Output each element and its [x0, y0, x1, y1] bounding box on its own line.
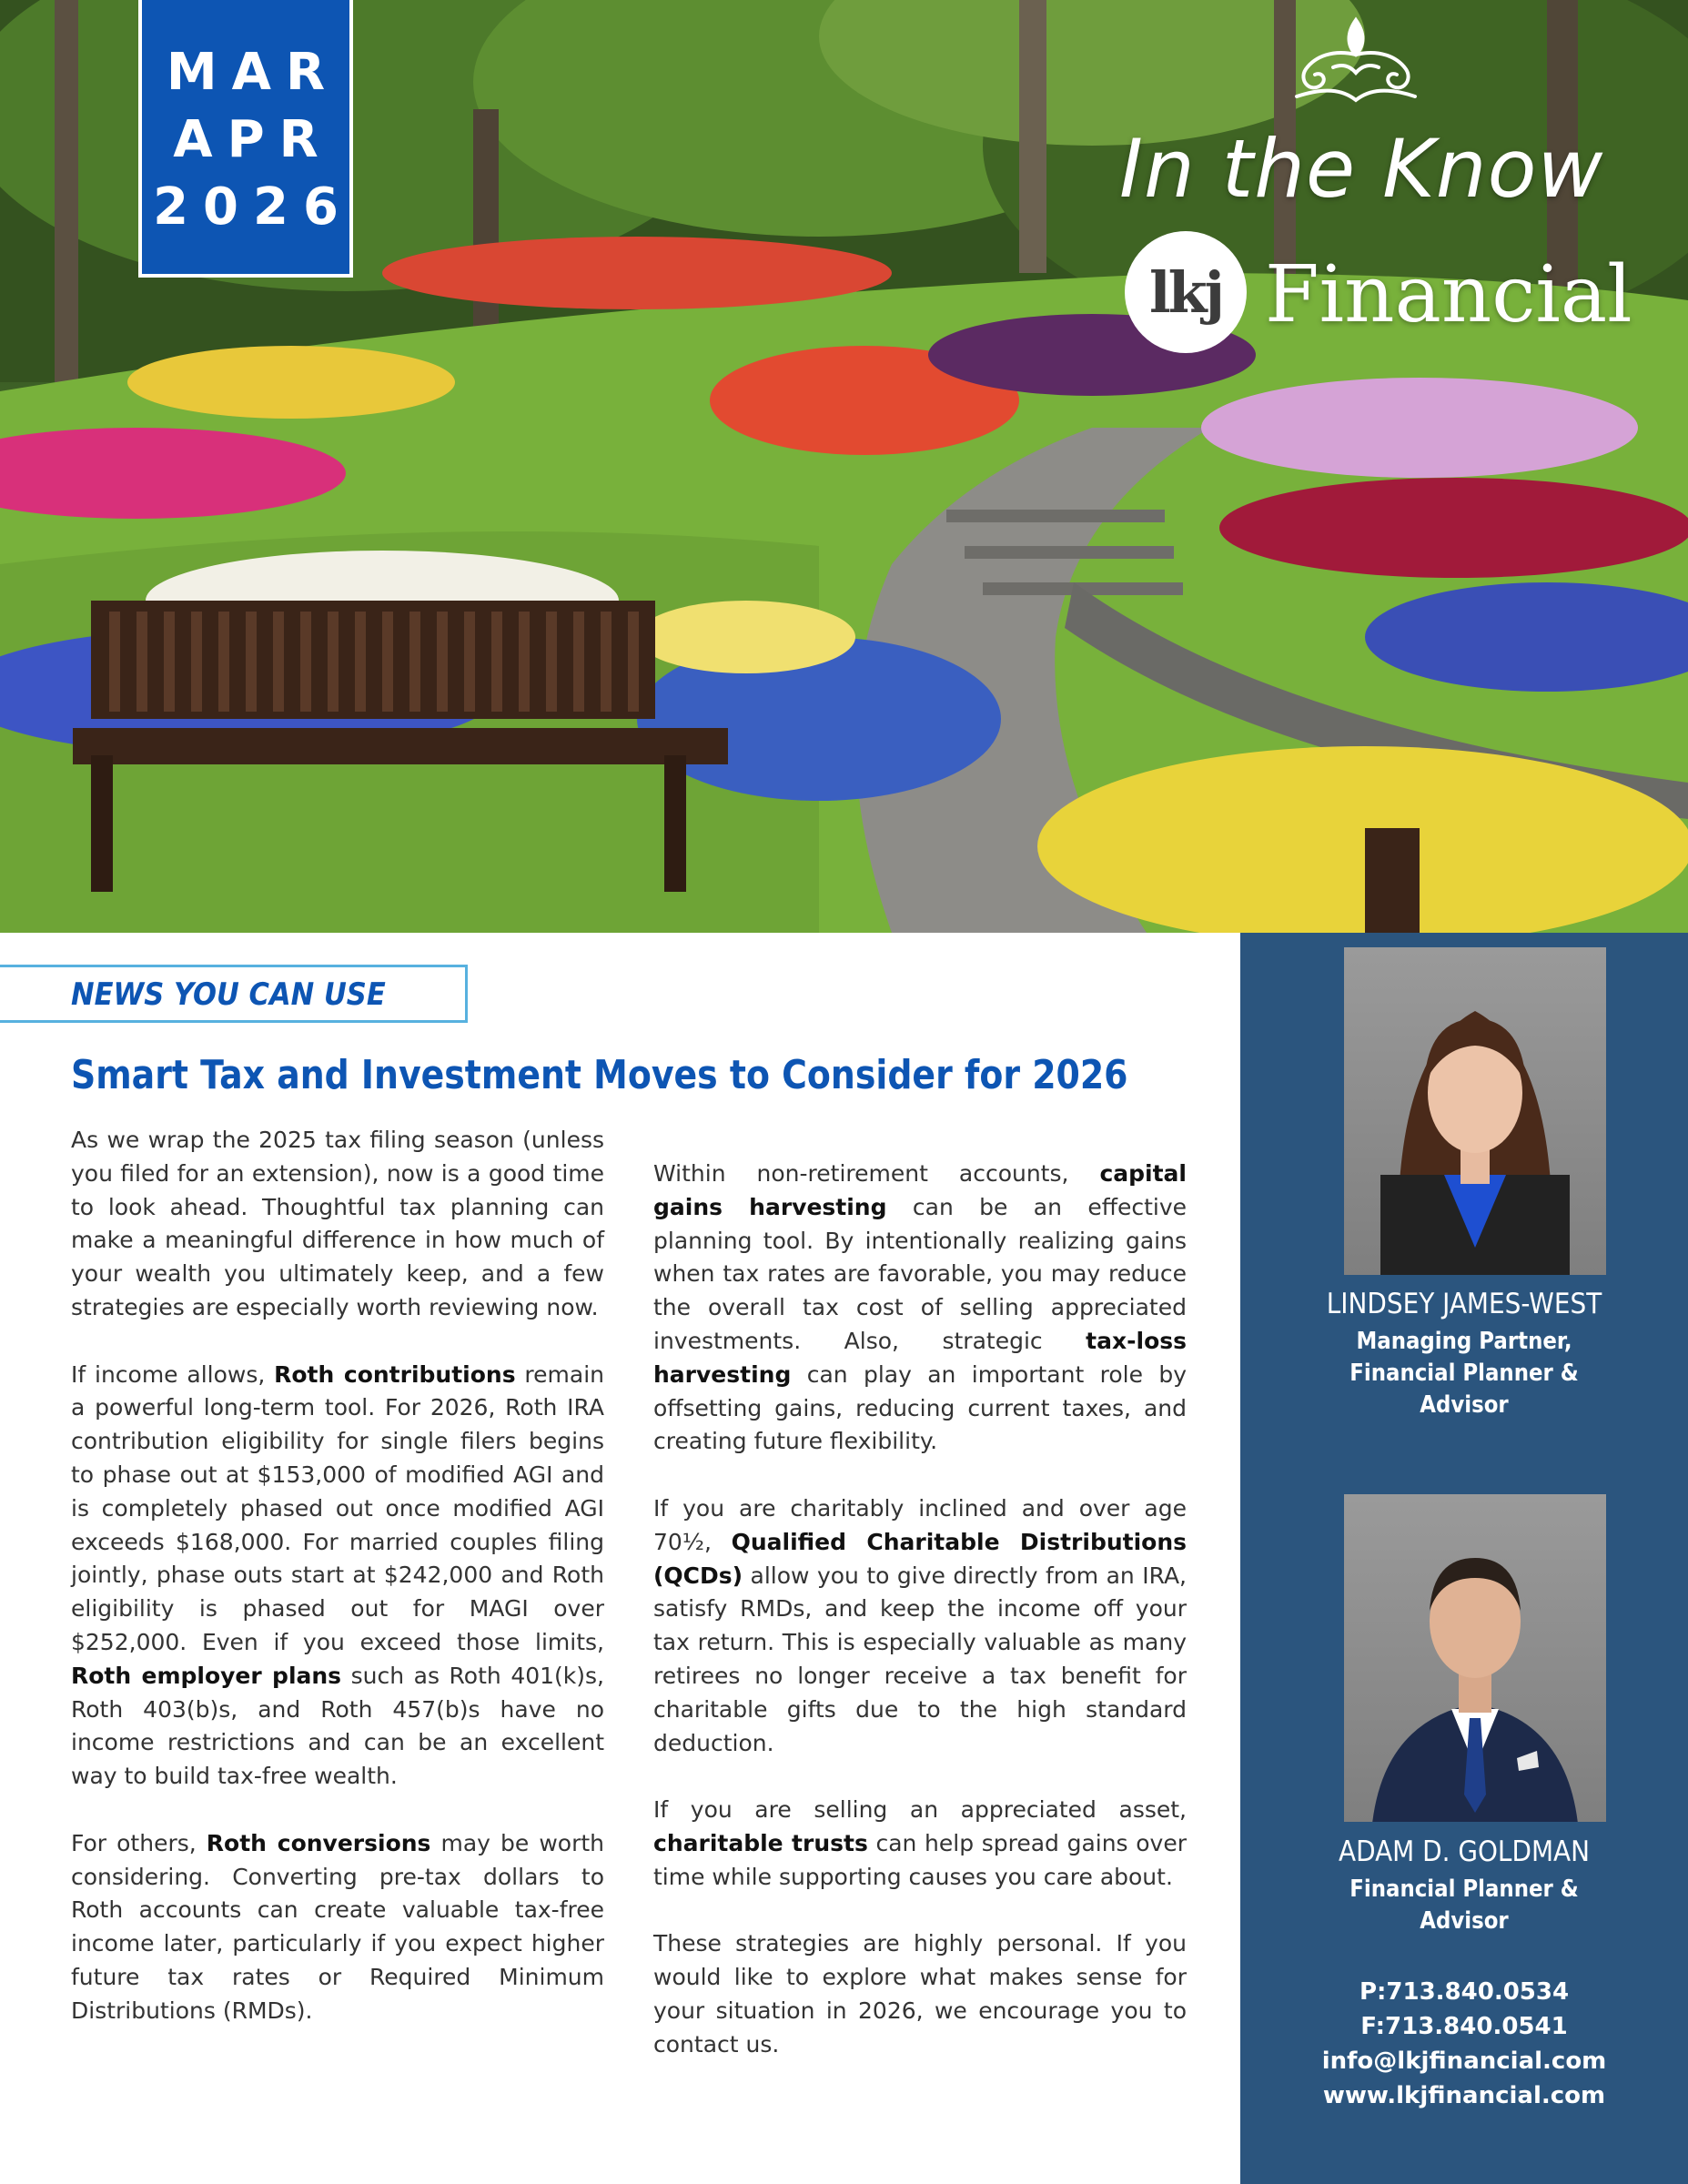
section-label: NEWS YOU CAN USE	[71, 976, 386, 1013]
date-month-2: APR	[173, 109, 333, 169]
advisor-sidebar	[1240, 933, 1688, 2184]
contact-website-link[interactable]: www.lkjfinancial.com	[1322, 2082, 1606, 2109]
article-paragraph: For others, Roth conversions may be worth considering. Converting pre-tax dollars to Roth accounts can create valuable tax-free income later, particularly if you expect higher future tax rates or Required Minimum Distributions (RMDs).	[71, 1829, 604, 2024]
ornament-icon	[1279, 13, 1433, 113]
newsletter-tagline: In the Know	[1119, 122, 1604, 216]
article-column-2	[653, 1158, 1187, 2095]
term-capital-gains-harvesting: capital gains harvesting	[653, 1160, 1187, 1220]
newsletter-brand	[1119, 13, 1632, 359]
advisor-photo	[1344, 947, 1606, 1275]
article-column-1	[71, 1124, 604, 2061]
term-roth-employer-plans: Roth employer plans	[71, 1662, 342, 1689]
advisor-portrait-1	[1344, 947, 1606, 1275]
article-paragraph: Within non-retirement accounts, capital gains harvesting can be an effective planning tool. By intentionally realizing gains when tax rates are favorable, you may reduce the overall tax cost of selling appreciated investments. Also, strategic tax-loss harvesting can play an important role by offsetting gains, reducing current taxes, and creating future flexibility.	[653, 1160, 1187, 1455]
advisor-portrait-2	[1344, 1494, 1606, 1822]
advisor-name: ADAM D. GOLDMAN	[1339, 1835, 1590, 1868]
article-paragraph: These strategies are highly personal. If you would like to explore what makes sense for your situation in 2026, we encourage you to contact us.	[653, 1930, 1187, 2058]
contact-email-link[interactable]: info@lkjfinancial.com	[1321, 2048, 1607, 2075]
date-month-1: MAR	[166, 42, 340, 102]
company-wordmark: Financial	[1265, 249, 1632, 340]
advisor-name: LINDSEY JAMES-WEST	[1326, 1288, 1602, 1320]
article-paragraph: If income allows, Roth contributions remain a powerful long-term tool. For 2026, Roth IRA contribution eligibility for single filers begins to phase out at $153,000 of modified AGI and is completely phased out once modified AGI exceeds $168,000. For married couples filing jointly, phase outs start at $242,000 and Roth eligibility is phased out for MAGI over $252,000. Even if you exceed those limits, Roth employer plans such as Roth 401(k)s, Roth 403(b)s, and Roth 457(b)s have no income restrictions and can be an excellent way to build tax-free wealth.	[71, 1360, 604, 1790]
term-qcds: Qualified Charitable Distributions (QCDs)	[653, 1528, 1188, 1589]
article-paragraph: As we wrap the 2025 tax filing season (unless you filed for an extension), now is a good time to look ahead. Thoughtful tax planning can make a meaningful difference in how much of your wealth you ultimately keep, and a few strategies are especially worth reviewing now.	[71, 1127, 604, 1320]
hero-garden-photo	[0, 0, 1688, 933]
contact-fax: F:713.840.0541	[1360, 2013, 1568, 2040]
advisor-photo	[1344, 1494, 1606, 1822]
issue-date-box	[138, 0, 353, 278]
article-paragraph: If you are selling an appreciated asset, charitable trusts can help spread gains over time while supporting causes you care about.	[653, 1796, 1187, 1890]
term-roth-contributions: Roth contributions	[274, 1360, 516, 1388]
term-roth-conversions: Roth conversions	[206, 1829, 431, 1856]
section-label-tab	[0, 965, 468, 1023]
article-paragraph: If you are charitably inclined and over age 70½, Qualified Charitable Distributions (QCDs) allow you to give directly from an IRA, satisfy RMDs, and keep the income off your tax return. This is especially valuable as many retirees no longer receive a tax benefit for charitable gifts due to the high standard deduction.	[653, 1494, 1188, 1756]
contact-phone[interactable]: P:713.840.0534	[1359, 1978, 1570, 2006]
advisor-title: Financial Planner & Advisor	[1349, 1876, 1579, 1935]
lkj-logo-mark: lkj	[1125, 231, 1247, 353]
contact-block	[1240, 1975, 1688, 2113]
term-tax-loss-harvesting: tax-loss harvesting	[653, 1327, 1187, 1388]
article-title: Smart Tax and Investment Moves to Consider for 2026	[71, 1052, 1128, 1098]
term-charitable-trusts: charitable trusts	[653, 1829, 868, 1856]
date-year: 2026	[153, 177, 353, 237]
advisor-title: Managing Partner, Financial Planner & Advisor	[1349, 1328, 1579, 1419]
